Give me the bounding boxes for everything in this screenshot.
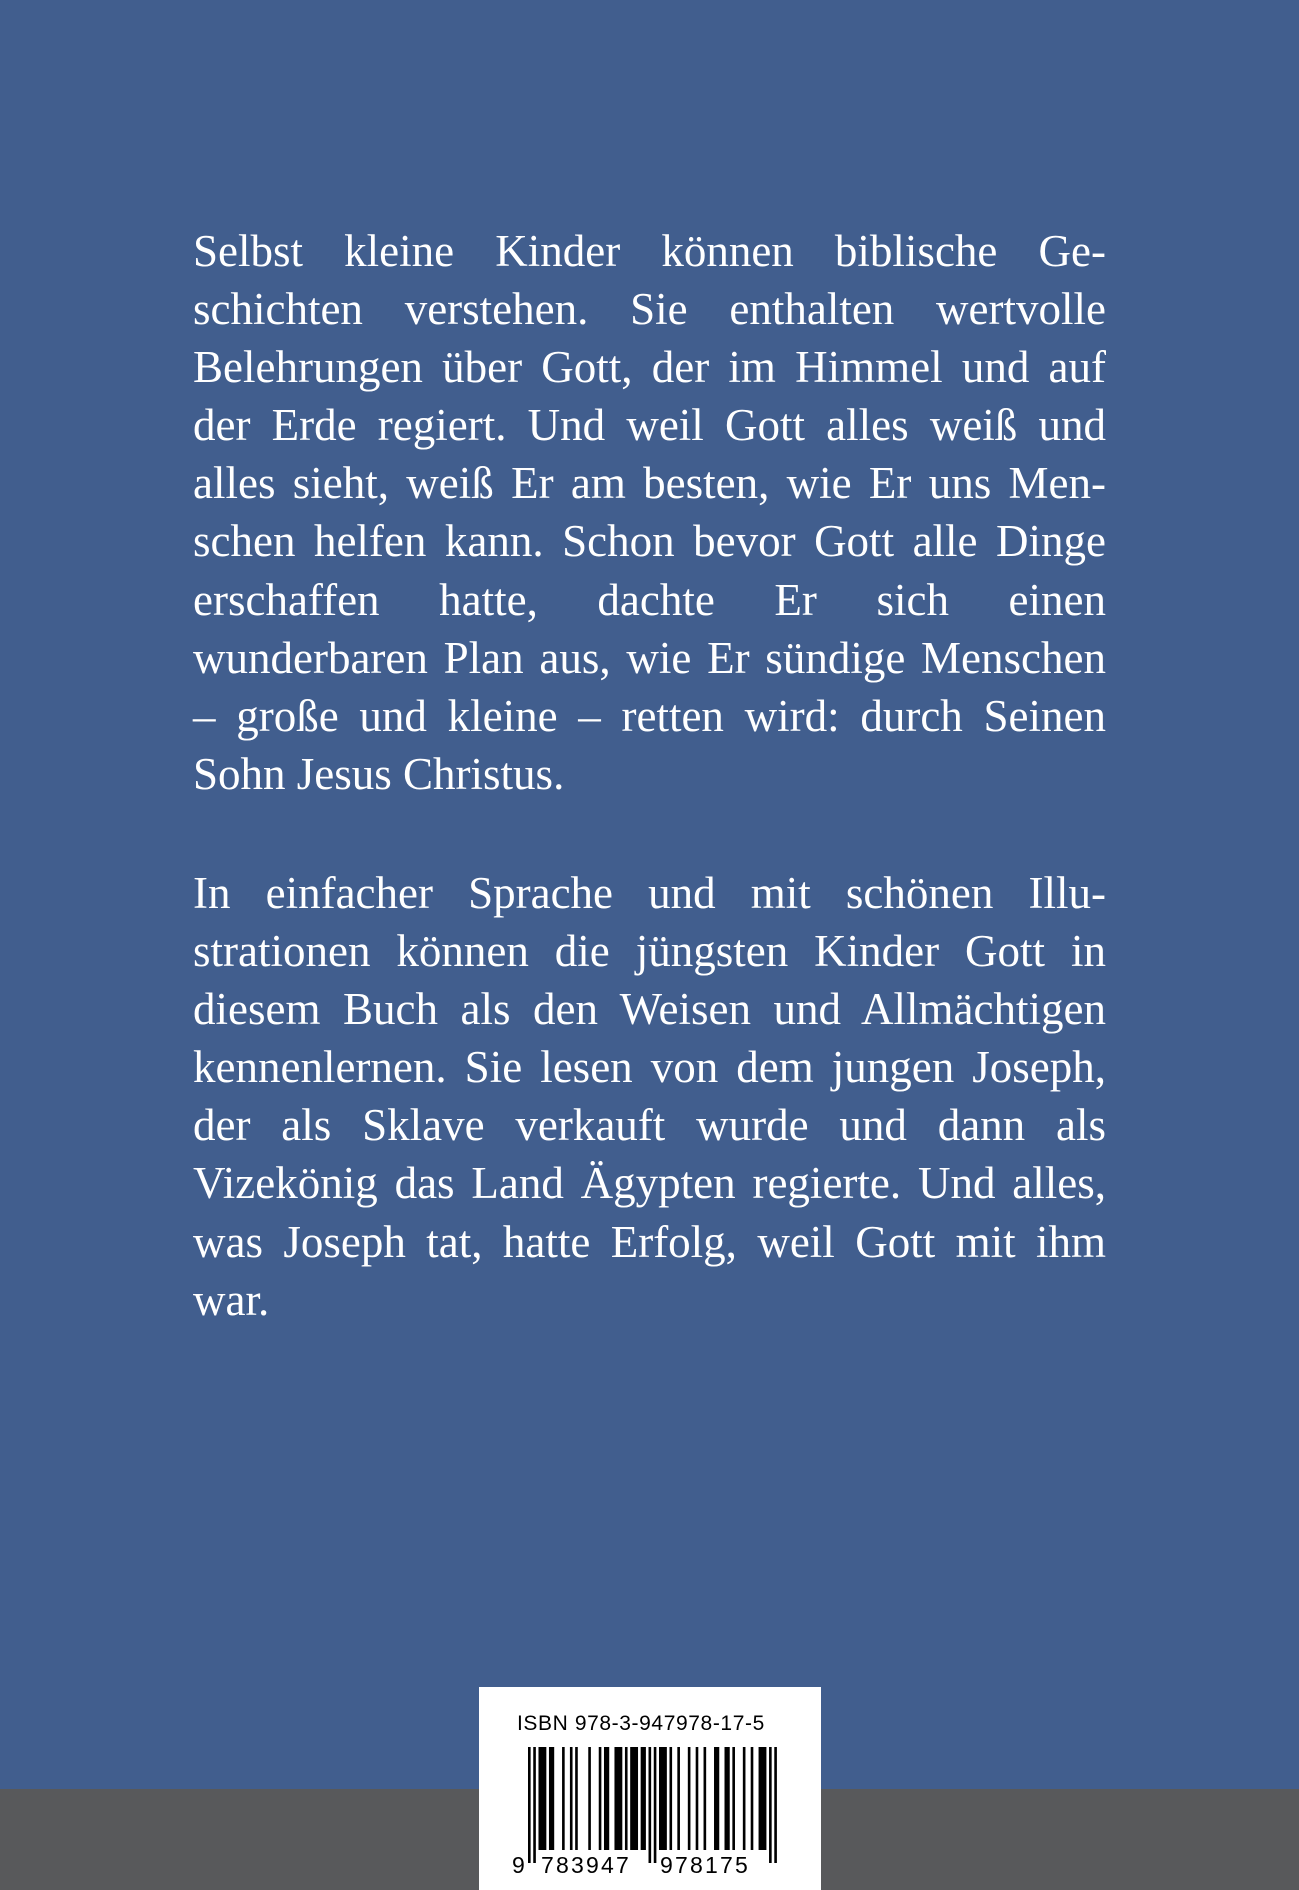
blurb-paragraph-2: In einfacher Sprache und mit schönen Illustrationen können die jüngsten Kinder Gott in diesem Buch als den Weisen und Allmächtigen kennenlernen. Sie lesen von dem jungen Joseph, der als Sklave verkauft wurde und dann als Vizekönig das Land Ägypten regierte. Und alles, was Joseph tat, hatte Erfolg, weil Gott mit ihm war. <box>193 868 1106 1325</box>
barcode-bar <box>649 1747 652 1863</box>
barcode-bar <box>743 1747 746 1850</box>
barcode-bar <box>732 1747 735 1850</box>
barcode-bar <box>614 1747 622 1850</box>
barcode-bar <box>630 1747 638 1850</box>
barcode-bar <box>528 1747 531 1863</box>
isbn-barcode-label <box>479 1687 821 1890</box>
barcode-icon <box>479 1687 821 1890</box>
barcode-bar <box>549 1747 554 1850</box>
barcode-bar <box>641 1747 646 1850</box>
barcode-bar <box>759 1747 767 1850</box>
barcode-bar <box>688 1747 691 1850</box>
barcode-bar <box>677 1747 680 1850</box>
ean-left-digits: 783947 <box>541 1852 631 1878</box>
barcode-bar <box>659 1747 667 1850</box>
barcode-bar <box>751 1747 754 1850</box>
barcode-bar <box>654 1747 657 1863</box>
ean-first-digit: 9 <box>512 1852 527 1878</box>
barcode-bar <box>696 1747 699 1850</box>
barcode-bar <box>669 1747 672 1850</box>
ean-right-digits: 978175 <box>660 1852 750 1878</box>
barcode-bar <box>533 1747 536 1863</box>
barcode-bar <box>570 1747 573 1850</box>
barcode-bar <box>774 1747 777 1863</box>
barcode-bar <box>714 1747 719 1850</box>
blurb-paragraph-1: Selbst kleine Kinder können biblische Geschichten verstehen. Sie enthalten wertvolle Belehrungen über Gott, der im Himmel und auf der Erde regiert. Und weil Gott alles weiß und alles sieht, weiß Er am besten, wie Er uns Menschen helfen kann. Schon bevor Gott alle Dinge erschaffen hatte, dachte Er sich einen wunderbaren Plan aus, wie Er sündige Menschen – große und kleine – retten wird: durch Seinen Sohn Jesus Christus. <box>193 226 1106 799</box>
barcode-bar <box>704 1747 707 1850</box>
barcode-bar <box>625 1747 628 1850</box>
barcode-bar <box>575 1747 578 1850</box>
isbn-number: ISBN 978-3-947978-17-5 <box>517 1712 765 1735</box>
barcode-bar <box>562 1747 565 1850</box>
barcode-bar <box>769 1747 772 1863</box>
barcode-bar <box>604 1747 609 1850</box>
barcode-bar <box>588 1747 591 1850</box>
barcode-bar <box>725 1747 730 1850</box>
barcode-bar <box>538 1747 546 1850</box>
barcode-bar <box>599 1747 602 1850</box>
